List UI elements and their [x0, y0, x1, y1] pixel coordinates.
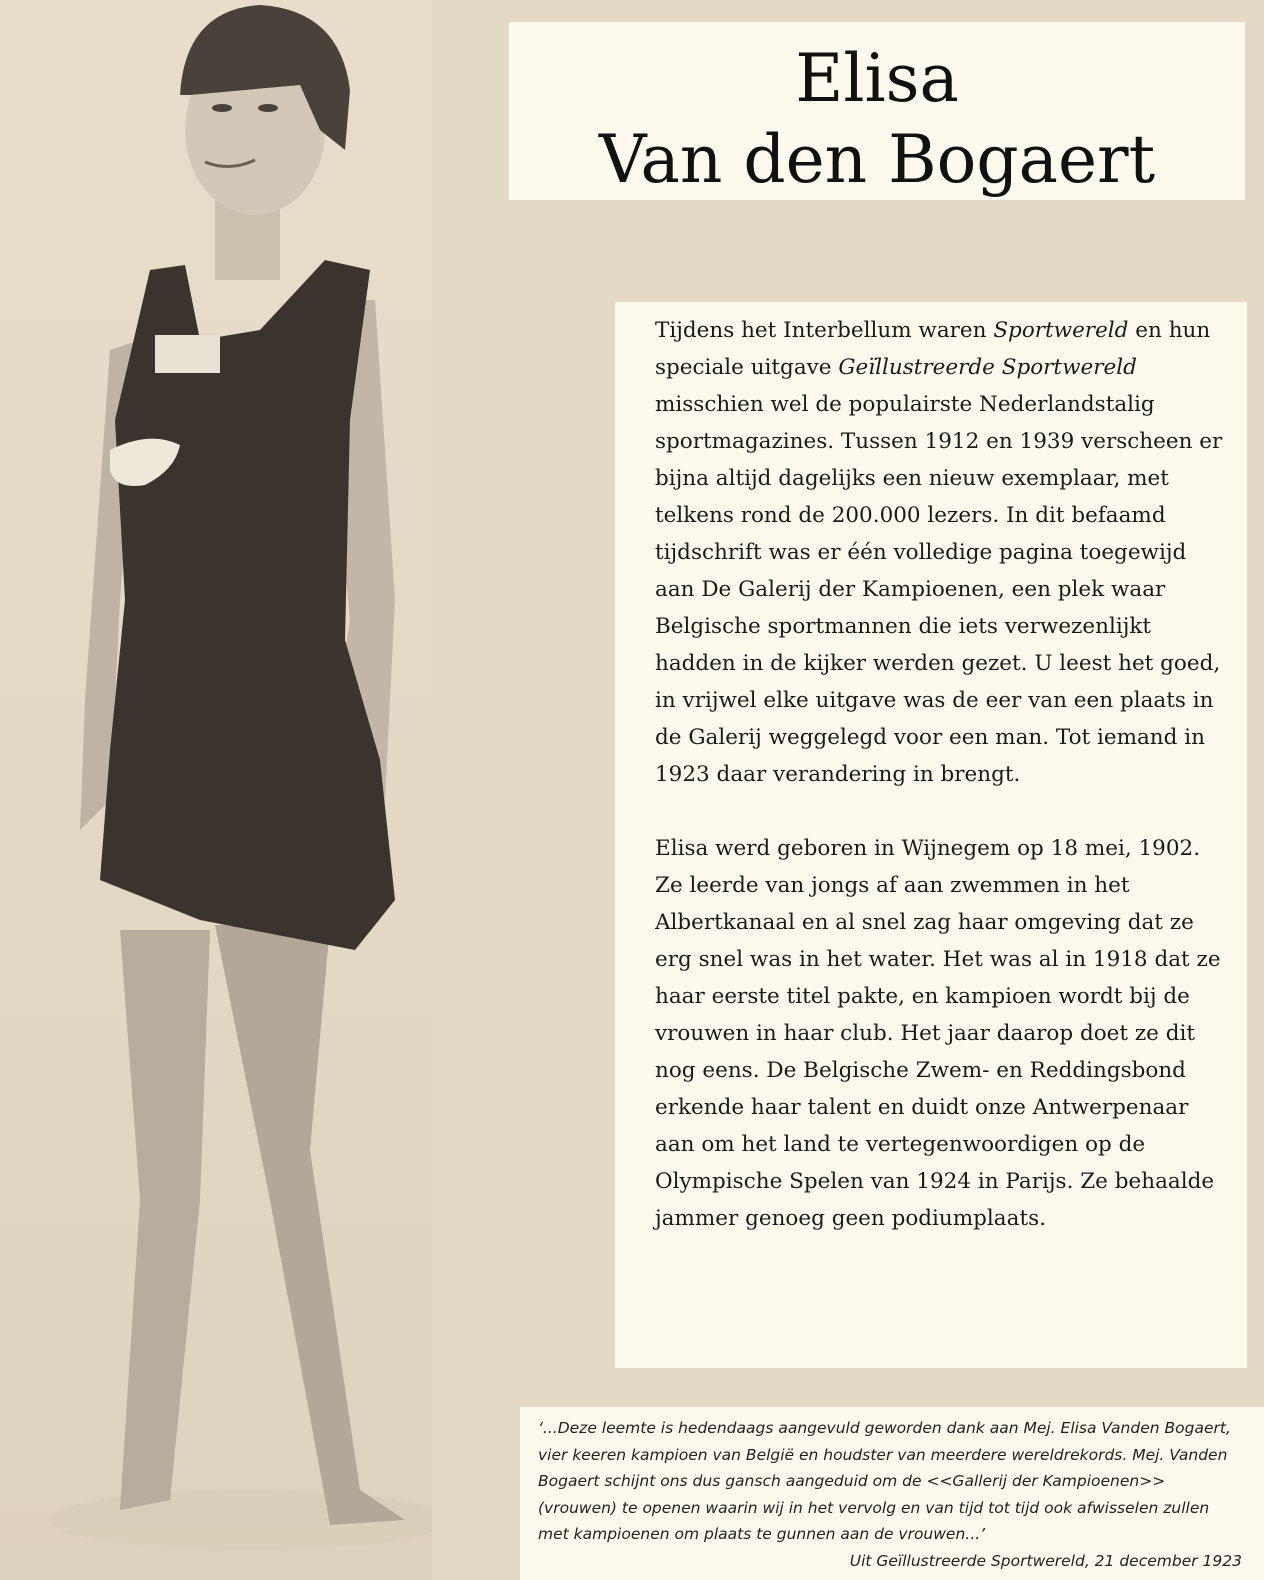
magazine-name-sportwereld: Sportwereld — [993, 318, 1129, 343]
paragraph-1-text-b: en hun speciale uitgave — [655, 318, 1211, 380]
paragraph-1-text-c: misschien wel de populairste Nederlandstalig sportmagazines. Tussen 1912 en 1939 verscheen er bijna altijd dagelijks een nieuw exemplaar, met telkens rond de 200.000 lezers. In dit befaamd tijdschrift was er één volledige pagina toegewijd aan De Galerij der Kampioenen, een plek waar Belgische sportmannen die iets verwezenlijkt hadden in de kijker werden gezet. U leest het goed, in vrijwel elke uitgave was de eer van een plaats in de Galerij weggelegd voor een man. Tot iemand in 1923 daar verandering in brengt. — [655, 392, 1223, 787]
article-body — [615, 302, 1247, 1368]
title-last-name: Van den Bogaert — [598, 121, 1156, 198]
quote-text — [538, 1415, 1242, 1570]
paragraph-2: Elisa werd geboren in Wijnegem op 18 mei, 1902. Ze leerde van jongs af aan zwemmen in het Albertkanaal en al snel zag haar omgeving dat ze erg snel was in het water. Het was al in 1918 dat ze haar eerste titel pakte, en kampioen wordt bij de vrouwen in haar club. Het jaar daarop doet ze dit nog eens. De Belgische Zwem- en Reddingsbond erkende haar talent en duidt onze Antwerpenaar aan om het land te vertegenwoordigen op de Olympische Spelen van 1924 in Parijs. Ze behaalde jammer genoeg geen podiumplaats. — [655, 836, 1221, 1231]
historical-photo-swimmer — [0, 0, 432, 1580]
paragraph-1 — [655, 312, 1223, 793]
title-box — [509, 22, 1245, 200]
title-first-name: Elisa — [795, 40, 959, 117]
swimmer-illustration — [0, 0, 432, 1580]
quote-source: Uit Geïllustreerde Sportwereld, 21 december 1923 — [849, 1551, 1242, 1570]
quote-body: ‘...Deze leemte is hedendaags aangevuld geworden dank aan Mej. Elisa Vanden Bogaert, vier keeren kampioen van België en houdster van meerdere wereldrekords. Mej. Vanden Bogaert schijnt ons dus gansch aangeduid om de <<Gallerij der Kampioenen>> (vrouwen) te openen waarin wij in het vervolg en van tijd tot tijd ook afwisselen zullen met kampioenen om plaats te gunnen aan de vrouwen...’ — [538, 1419, 1231, 1543]
magazine-name-geillustreerde: Geïllustreerde Sportwereld — [838, 355, 1137, 380]
paragraph-1-text-a: Tijdens het Interbellum waren — [655, 318, 994, 343]
quote-box — [520, 1407, 1264, 1580]
